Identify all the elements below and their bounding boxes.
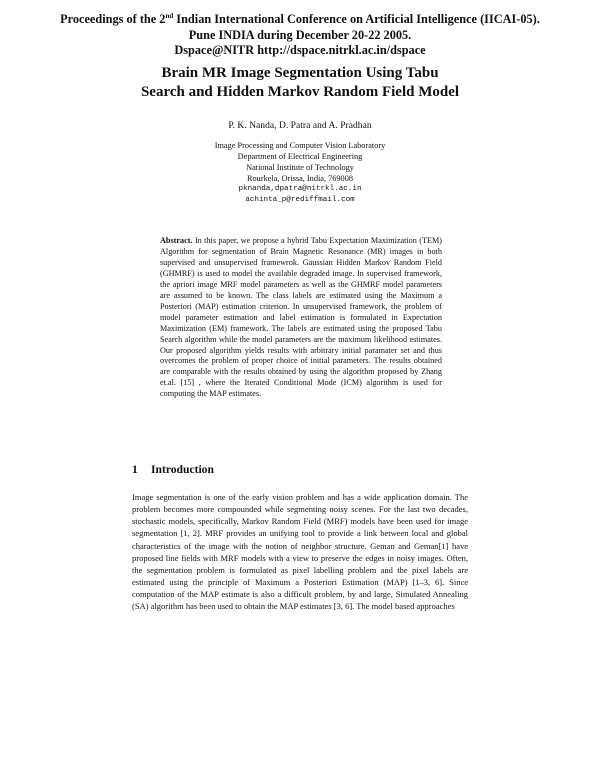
affiliation <box>0 140 600 207</box>
email-2: achinta_p@rediffmail.com <box>245 196 355 205</box>
email-1: pknanda,dpatra@nitrkl.ac.in <box>238 185 362 194</box>
header-line-3: Dspace@NITR http://dspace.nitrkl.ac.in/dspace <box>174 43 426 58</box>
header-line-1: Proceedings of the 2nd Indian International Conference on Artificial Intelligence (IICAI-05). <box>60 12 540 27</box>
affiliation-institute: National Institute of Technology <box>246 163 354 173</box>
abstract <box>160 236 442 400</box>
authors: P. K. Nanda, D. Patra and A. Pradhan <box>228 120 372 131</box>
section-title: Introduction <box>151 463 214 476</box>
abstract-label: Abstract. <box>160 236 193 245</box>
section-number: 1 <box>132 463 138 476</box>
title-line-1: Brain MR Image Segmentation Using Tabu <box>161 65 439 81</box>
header-line-2: Pune INDIA during December 20-22 2005. <box>188 27 412 42</box>
proceedings-header <box>20 9 580 59</box>
section-heading <box>132 463 214 476</box>
affiliation-department: Department of Electrical Engineering <box>237 152 363 162</box>
intro-paragraph: Image segmentation is one of the early vision problem and has a wide application domain. The problem becomes more compounded while segmenting noisy scenes. For the last two decades, stochastic models, specifically, Markov Random Field (MRF) models have been used for image segmentation [1, 2]. MRF provides an unifying tool to provide a link between local and global characteristics of the image with the notion of neighbor structure. Geman and Geman[1] have proposed line fields with MRF models with a view to preserve the edges in noisy images. Often, the segmentation problem is formulated as pixel labelling problem and the pixel labels are estimated using the principle of Maximum a Posteriori Estimation (MAP) [1–3, 6]. Since computation of the MAP estimate is also a difficult problem, by and large, Simulated Annealing (SA) algorithm has been used to obtain the MAP estimates [3, 6]. The model based approaches <box>132 492 468 612</box>
affiliation-address: Rourkela, Orissa, India, 769008 <box>247 174 353 184</box>
affiliation-lab: Image Processing and Computer Vision Laboratory <box>214 141 386 150</box>
title-line-2: Search and Hidden Markov Random Field Model <box>140 84 460 100</box>
abstract-text: In this paper, we propose a hybrid Tabu Expectation Maximization (TEM) Algorithm for segmentation of Brain Magnetic Resonance (MR) images in both supervised and unsupervised framewrok. Gaussian Hidden Markov Random Field (GHMRF) is used to model the available degraded image. In supervised framework, the apriori image MRF model parameters as well as the GHMRF model parameters are assumed to be known. The class labels are estimated using the Maximum a Posteriori (MAP) estimation criterion. In unsupervised framework, the problem of model parameter estimation and label estimation is formulated in Expectation Maximization (EM) framework. The labels are estimated using the proposed Tabu Search algorithm while the model parameters are the maximum likelihood estimates. Our proposed algorithm yields results with arbitrary initial paramater set and thus overcomes the problem of proper choice of initial parameters. The results obtained are comparable with the results obtained by using the algorithm proposed by Zhang et.al. [15] , where the Iterated Conditional Mode (ICM) algorithm is used for computing the MAP estimates. <box>160 236 442 399</box>
paper-title <box>60 64 540 102</box>
